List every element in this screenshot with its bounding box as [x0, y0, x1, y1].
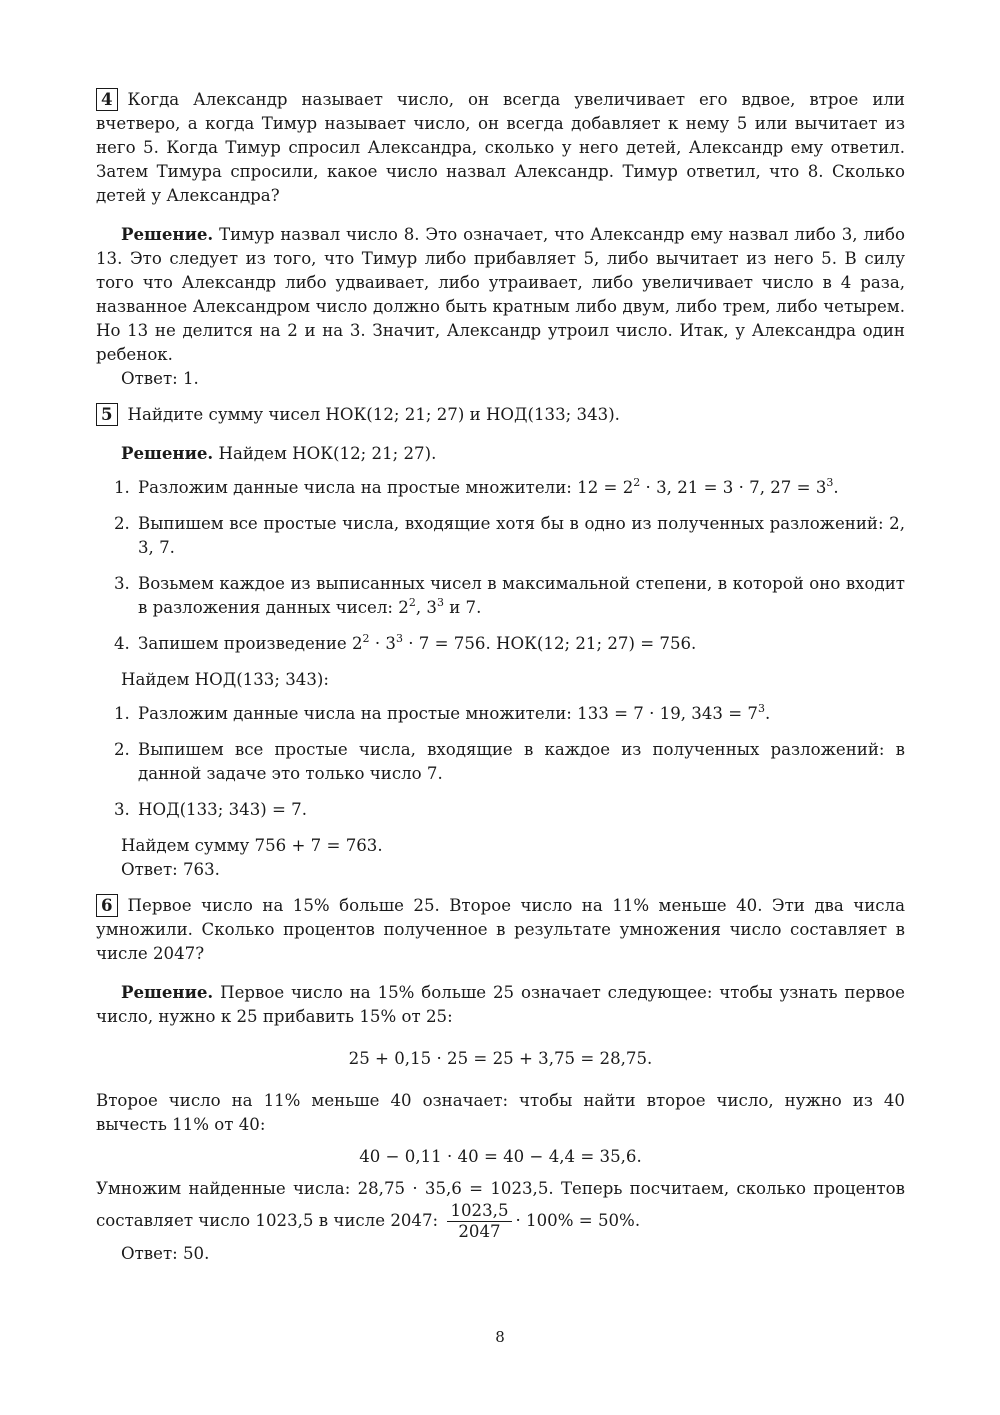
fraction — [447, 1201, 511, 1242]
problem-4 — [96, 88, 905, 391]
problem-5-answer: Ответ: 763. — [121, 860, 220, 879]
list-item: 3. Возьмем каждое из выписанных чисел в максимальной степени, в которой оно входит в разложения данных чисел: $2^2$, $3^3$ и 7. — [114, 574, 905, 617]
list-item: 3. НОД(133; 343) = 7. — [114, 800, 308, 819]
problem-5-sum: Найдем сумму 756 + 7 = 763. — [121, 836, 383, 855]
problem-6-statement: 6 Первое число на 15% больше 25. Второе число на 11% меньше 40. Эти два числа умножили. Сколько процентов полученное в результате умножения число составляет в числе 2047? — [96, 895, 905, 963]
problem-5-solution-intro: Решение. Найдем НОК(12; 21; 27). — [121, 443, 437, 463]
solution-label: Решение. — [121, 443, 214, 463]
solution-label: Решение. — [121, 224, 214, 244]
list-item: 1. Разложим данные числа на простые множители: 133 = 7 · 19, $343 = 7^3$. — [114, 702, 771, 723]
gcd-intro: Найдем НОД(133; 343): — [121, 670, 329, 689]
formula-first-number: 25 + 0,15 · 25 = 25 + 3,75 = 28,75. — [348, 1049, 653, 1068]
gcd-steps-list — [96, 702, 905, 822]
fraction-numerator: 1023,5 — [447, 1201, 511, 1222]
problem-6-text-3: Умножим найденные числа: 28,75 · 35,6 = 1023,5. Теперь посчитаем, сколько процентов составляет число 1023,5 в числе 2047: $\frac{1023,5}{2047}$ · 100% = 50%. — [96, 1179, 905, 1241]
problem-6-solution: Решение. Первое число на 15% больше 25 означает следующее: чтобы узнать первое число, нужно к 25 прибавить 15% от 25: — [96, 982, 905, 1026]
problem-6-answer: Ответ: 50. — [121, 1244, 210, 1263]
list-item: 1. Разложим данные числа на простые множители: $12 = 2^2 \cdot 3$, 21 = 3 · 7, $27 = 3^3$. — [114, 476, 839, 497]
fraction-denominator: 2047 — [458, 1222, 501, 1241]
problem-6-text-2: Второе число на 11% меньше 40 означает: чтобы найти второе число, нужно из 40 вычесть 11% от 40: — [96, 1091, 905, 1134]
list-item: 2. Выпишем все простые числа, входящие хотя бы в одно из полученных разложений: 2, 3, 7. — [114, 514, 905, 557]
problem-number: 4 — [96, 88, 118, 111]
problem-5-statement: 5 Найдите сумму чисел НОК(12; 21; 27) и НОД(133; 343). — [96, 403, 905, 427]
lcm-steps-list — [96, 476, 905, 656]
problem-number: 6 — [96, 894, 118, 917]
problem-5 — [96, 403, 905, 882]
problem-4-answer: Ответ: 1. — [121, 369, 199, 388]
problem-number: 5 — [96, 403, 118, 426]
formula-second-number: 40 − 0,11 · 40 = 40 − 4,4 = 35,6. — [359, 1147, 642, 1166]
solution-label: Решение. — [121, 982, 214, 1002]
list-item: 4. Запишем произведение $2^2 \cdot 3^3 \cdot 7 = 756$. НОК(12; 21; 27) = 756. — [114, 632, 697, 653]
page-number: 8 — [495, 1328, 505, 1346]
problem-4-solution: Решение. Тимур назвал число 8. Это означает, что Александр ему назвал либо 3, либо 13. Это следует из того, что Тимур либо прибавляет 5, либо вычитает из него 5. В силу того что Александр либо удваивает, либо утраивает, либо увеличивает число в 4 раза, названное Александром число должно быть кратным либо двум, либо трем, либо четырем. Но 13 не делится на 2 и на 3. Значит, Александр утроил число. Итак, у Александра один ребенок. — [96, 224, 905, 364]
list-item: 2. Выпишем все простые числа, входящие в каждое из полученных разложений: в данной задаче это только число 7. — [114, 740, 905, 783]
problem-4-statement: 4 Когда Александр называет число, он всегда увеличивает его вдвое, втрое или вчетверо, а когда Тимур называет число, он всегда добавляет к нему 5 или вычитает из него 5. Когда Тимур спросил Александра, сколько у него детей, Александр ему ответил. Затем Тимура спросили, какое число назвал Александр. Тимур ответил, что 8. Сколько детей у Александра? — [96, 89, 905, 205]
problem-6 — [96, 894, 905, 1266]
